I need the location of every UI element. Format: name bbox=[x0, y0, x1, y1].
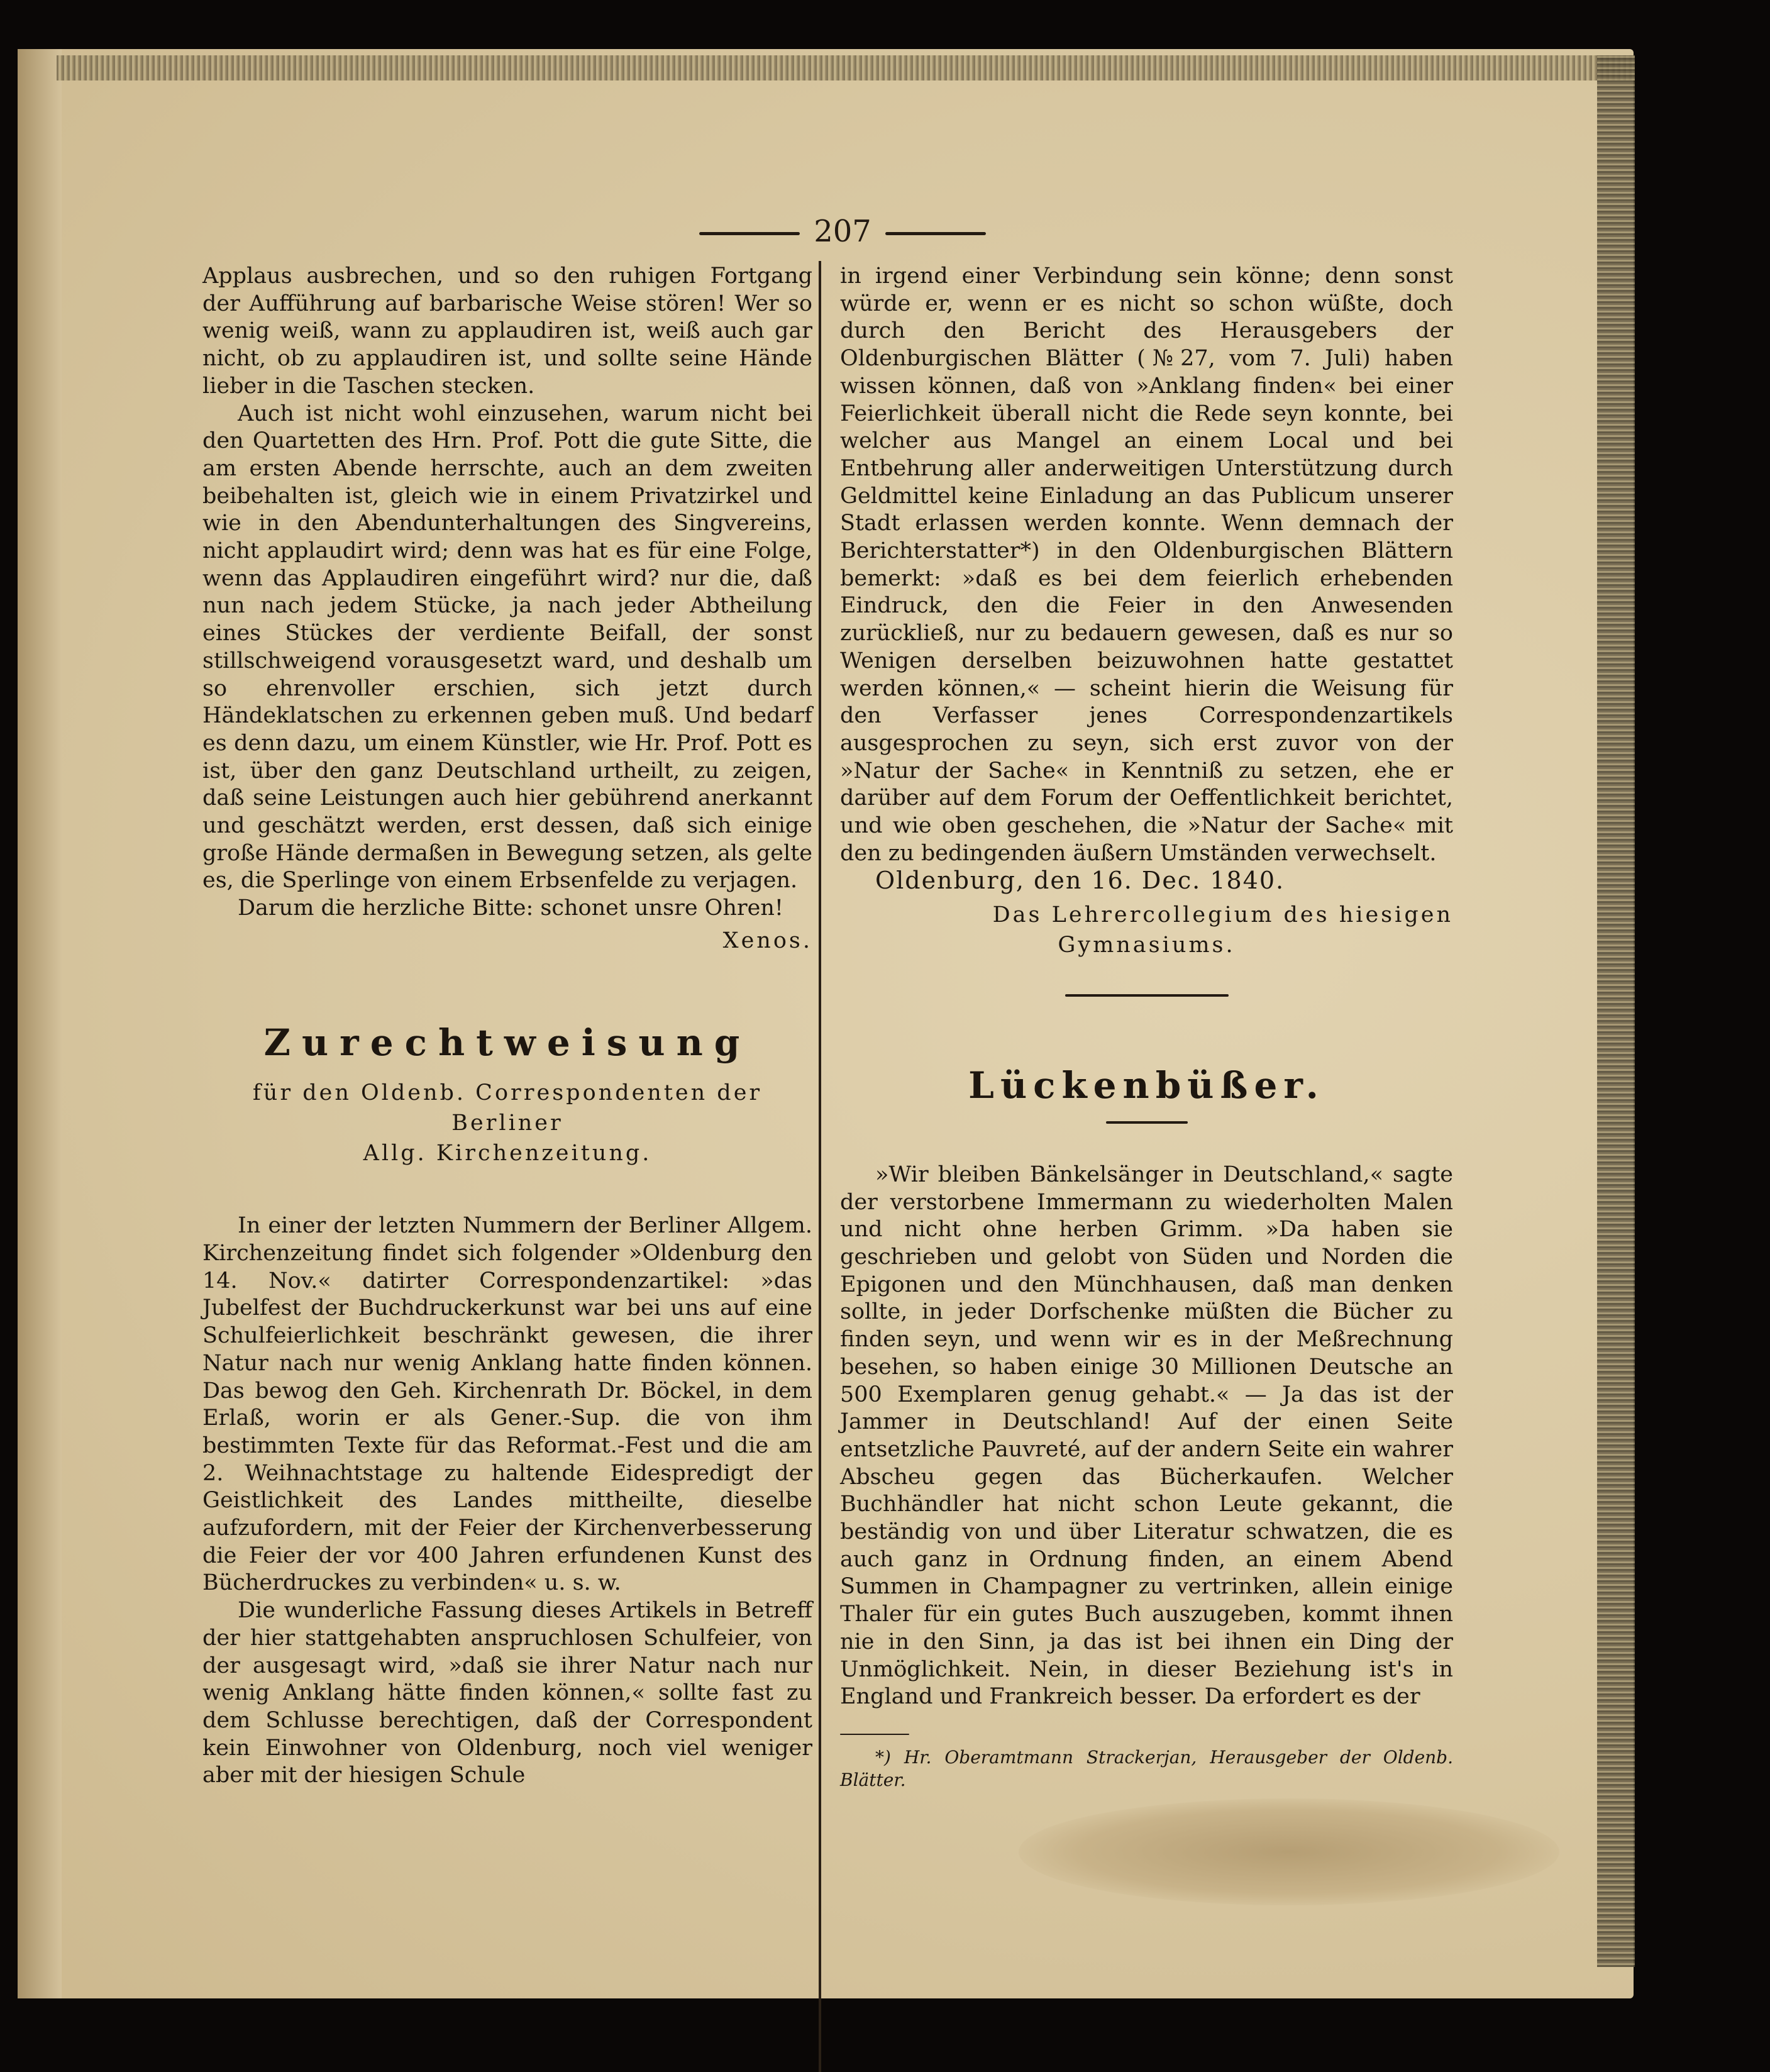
page-right-edge bbox=[1597, 55, 1635, 1967]
spacer bbox=[202, 955, 812, 1029]
article-heading-zurechtweisung: Zurechtweisung bbox=[263, 1021, 751, 1064]
left-paragraph-2: Auch ist nicht wohl einzusehen, warum nicht bei den Quartetten des Hrn. Prof. Pott die gute Sitte, die am ersten Abende herrschte, auch an dem zweiten beibehalten ist, gleich wie in einem Privatzirkel und wie in den Abendunterhaltungen des Singvereins, nicht applaudirt wird; denn was hat es für eine Folge, wenn das Applaudiren eingeführt wird? nur die, daß nun nach jedem Stücke, ja nach jeder Abtheilung eines Stückes der verdiente Beifall, der sonst stillschweigend vorausgesetzt ward, und deshalb um so ehrenvoller erschien, sich jetzt durch Händeklatschen zu erkennen geben muß. Und bedarf es denn dazu, um einem Künstler, wie Hr. Prof. Pott es ist, über den ganz Deutschland urtheilt, zu zeigen, daß seine Leistungen auch hier gebührend anerkannt und geschätzt werden, erst dessen, daß sich einige große Hände dermaßen in Bewegung setzen, als gelte es, die Sperlinge von einem Erbsenfelde zu verjagen. bbox=[202, 401, 812, 894]
left-signature: Xenos. bbox=[722, 928, 812, 953]
column-divider bbox=[819, 261, 821, 2072]
page-number-rule-left bbox=[699, 232, 800, 235]
right-column bbox=[840, 263, 1453, 1792]
water-stain bbox=[1019, 1798, 1559, 1905]
spacer bbox=[840, 1124, 1453, 1161]
place-date-line: Oldenburg, den 16. Dec. 1840. bbox=[875, 867, 1285, 895]
article-subheading-1: für den Oldenb. Correspondenten der Berliner bbox=[252, 1080, 763, 1136]
page-gutter bbox=[18, 49, 62, 1998]
signature-line-2: Gymnasiums. bbox=[1058, 933, 1236, 958]
spacer bbox=[202, 1168, 812, 1212]
footnote: *) Hr. Oberamtmann Strackerjan, Herausgeber der Oldenb. Blätter. bbox=[840, 1746, 1453, 1790]
left-paragraph-4: In einer der letzten Nummern der Berliner Allgem. Kirchenzeitung findet sich folgender »Oldenburg den 14. Nov.« datirter Correspondenzartikel: »das Jubelfest der Buchdruckerkunst war bei uns auf eine Schulfeierlichkeit beschränkt gewesen, die ihrer Natur nach nur wenig Anklang hatte finden können. Das bewog den Geh. Kirchenrath Dr. Böckel, in dem Erlaß, worin er als Gener.-Sup. die von ihm bestimmten Texte für das Reformat.-Fest und die am 2. Weihnachtstage zu haltende Eidespredigt der Geistlichkeit des Landes mittheilte, dieselbe aufzufordern, mit der Feier der Kirchenverbesserung die Feier der vor 400 Jahren erfundenen Kunst des Bücherdruckes zu verbinden« u. s. w. bbox=[202, 1213, 812, 1596]
article-heading-lueckenbuesser: Lückenbüßer. bbox=[968, 1064, 1325, 1107]
left-paragraph-3: Darum die herzliche Bitte: schonet unsre Ohren! bbox=[238, 895, 783, 921]
spacer bbox=[840, 997, 1453, 1072]
left-paragraph-1: Applaus ausbrechen, und so den ruhigen Fortgang der Aufführung auf barbarische Weise stören! Wer so wenig weiß, wann zu applaudiren ist, weiß auch gar nicht, ob zu applaudiren ist, und sollte seine Hände lieber in die Taschen stecken. bbox=[202, 263, 812, 399]
page-number bbox=[667, 214, 1019, 249]
left-paragraph-5: Die wunderliche Fassung dieses Artikels in Betreff der hier stattgehabten anspruchlosen Schulfeier, von der ausgesagt wird, »daß sie ihrer Natur nach nur wenig Anklang hätte finden können,« sollte fast zu dem Schlusse berechtigen, daß der Correspondent kein Einwohner von Oldenburg, noch viel weniger aber mit der hiesigen Schule bbox=[202, 1598, 812, 1788]
left-column bbox=[202, 263, 812, 1790]
footnote-rule bbox=[840, 1734, 909, 1735]
page-top-edge bbox=[57, 55, 1635, 80]
right-paragraph-1: in irgend einer Verbindung sein könne; denn sonst würde er, wenn er es nicht so schon wüßte, doch durch den Bericht des Herausgebers der Oldenburgischen Blätter (№27, vom 7. Juli) haben wissen können, daß von »Anklang finden« bei einer Feierlichkeit überall nicht die Rede seyn konnte, bei welcher aus Mangel an einem Local und bei Entbehrung aller anderweitigen Unterstützung durch Geldmittel keine Einladung an das Publicum unserer Stadt erlassen werden konnte. Wenn demnach der Berichterstatter*) in den Oldenburgischen Blättern bemerkt: »daß es bei dem feierlich erhebenden Eindruck, den die Feier in den Anwesenden zurückließ, nur zu bedauern gewesen, daß es nur so Wenigen derselben beizuwohnen hatte gestattet werden können,« — scheint hierin die Weisung für den Verfasser jenes Correspondenzartikels ausgesprochen zu seyn, sich erst zuvor von der »Natur der Sache« in Kenntniß zu setzen, ehe er darüber auf dem Forum der Oeffentlichkeit berichtet, und wie oben geschehen, die »Natur der Sache« mit den zu bedingenden äußern Umständen verwechselt. bbox=[840, 263, 1453, 866]
signature-line-1: Das Lehrercollegium des hiesigen bbox=[992, 902, 1453, 928]
right-paragraph-2: »Wir bleiben Bänkelsänger in Deutschland,« sagte der verstorbene Immermann zu wiederholten Malen und nicht ohne herben Grimm. »Da haben sie geschrieben und gelobt von Süden und Norden die Epigonen und den Münchhausen, daß man denken sollte, in jeder Dorfschenke müßten die Bücher zu finden seyn, und wenn wir es in der Meßrechnung besehen, so haben einige 30 Millionen Deutsche an 500 Exemplaren genug gehabt.« — Ja das ist der Jammer in Deutschland! Auf der einen Seite entsetzliche Pauvreté, auf der andern Seite ein wahrer Abscheu gegen das Bücherkaufen. Welcher Buchhändler hat nicht schon Leute gekannt, die beständig von und über Literatur schwatzen, die es auch ganz in Ordnung finden, an einem Abend Summen in Champagner zu vertrinken, allein einige Thaler für ein gutes Buch auszugeben, kommt ihnen nie in den Sinn, ja das ist bei ihnen ein Ding der Unmöglichkeit. Nein, in dieser Beziehung ist's in England und Frankreich besser. Da erfordert es der bbox=[840, 1161, 1453, 1710]
page-number-text: 207 bbox=[814, 214, 871, 249]
article-subheading-2: Allg. Kirchenzeitung. bbox=[363, 1141, 652, 1166]
page-number-rule-right bbox=[885, 232, 986, 235]
